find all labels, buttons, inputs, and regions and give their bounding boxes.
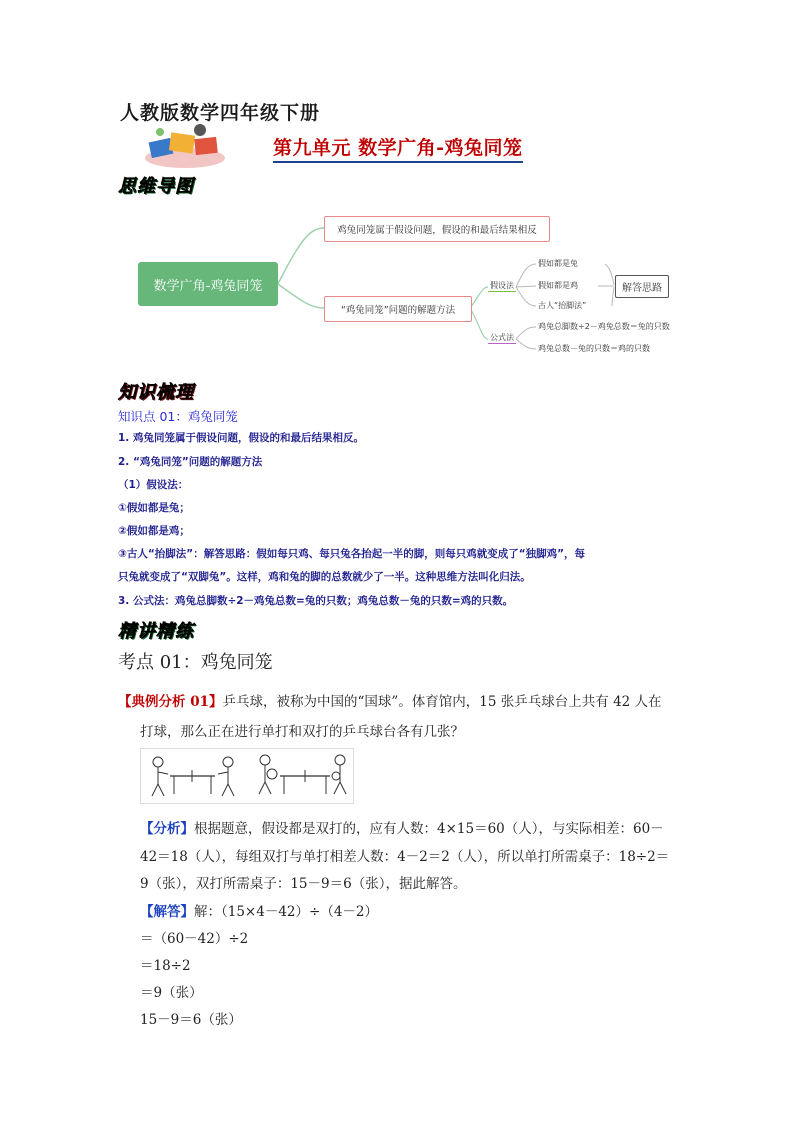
knowledge-point-title: 知识点 01：鸡兔同笼 xyxy=(118,409,238,424)
section-head-practice: 精讲精练 xyxy=(118,621,194,642)
answer-line-1: 【解答】解：（15×4－42）÷（4－2） xyxy=(140,904,378,920)
knowledge-line: （1）假设法： xyxy=(118,479,189,491)
example-label: 【典例分析 01】 xyxy=(118,694,223,710)
knowledge-line: 只兔就变成了“双脚兔”。这样，鸡和兔的脚的总数就少了一半。这种思维方法叫化归法。 xyxy=(118,571,531,583)
mind-map-formula-1: 鸡兔总脚数÷2－鸡兔总数＝兔的只数 xyxy=(538,322,670,331)
analysis-line-3: 9（张），双打所需桌子：15－9＝6（张），据此解答。 xyxy=(140,876,467,892)
mind-map-branch-1: 鸡兔同笼属于假设问题，假设的和最后结果相反 xyxy=(324,216,550,242)
mind-map-method-formula: 公式法 xyxy=(490,333,514,342)
exam-point-title: 考点 01：鸡兔同笼 xyxy=(118,652,273,673)
mind-map-method-assume: 假设法 xyxy=(490,281,514,290)
answer-step: ＝9（张） xyxy=(140,985,203,1001)
mind-map-solve-box: 解答思路 xyxy=(615,275,669,298)
mind-map-formula-2: 鸡兔总数－兔的只数＝鸡的只数 xyxy=(538,344,650,353)
section-head-mind-map: 思维导图 xyxy=(118,176,194,197)
knowledge-line: 3. 公式法：鸡兔总脚数÷2－鸡兔总数=兔的只数；鸡兔总数－兔的只数=鸡的只数。 xyxy=(118,595,514,607)
answer-step: 15－9＝6（张） xyxy=(140,1012,242,1028)
section-head-knowledge: 知识梳理 xyxy=(118,382,194,403)
answer-step: ＝18÷2 xyxy=(140,958,191,974)
mind-map-branch-2: “鸡兔同笼”问题的解题方法 xyxy=(324,296,472,322)
unit-title: 第九单元 数学广角-鸡兔同笼 xyxy=(273,133,523,163)
knowledge-line: ①假如都是兔； xyxy=(118,502,190,514)
answer-label: 【解答】 xyxy=(140,904,194,920)
knowledge-line: ②假如都是鸡； xyxy=(118,525,190,537)
mind-map-assume-ancient: 古人“抬脚法” xyxy=(538,301,587,310)
answer-step: ＝（60－42）÷2 xyxy=(140,931,249,947)
knowledge-line: 1. 鸡兔同笼属于假设问题，假设的和最后结果相反。 xyxy=(118,432,364,444)
mind-map-root: 数学广角-鸡兔同笼 xyxy=(138,262,278,306)
grade-title: 人教版数学四年级下册 xyxy=(120,102,321,124)
analysis-line-1: 【分析】根据题意，假设都是双打的，应有人数：4×15＝60（人），与实际相差：60－ xyxy=(140,821,664,837)
ping-pong-illustration xyxy=(140,748,354,804)
knowledge-line: ③古人“抬脚法”：解答思路：假如每只鸡、每只兔各抬起一半的脚，则每只鸡就变成了“独脚鸡”，每 xyxy=(118,548,585,560)
analysis-label: 【分析】 xyxy=(140,821,194,837)
mind-map-assume-rabbit: 假如都是兔 xyxy=(538,259,578,268)
knowledge-line: 2. “鸡兔同笼”问题的解题方法 xyxy=(118,456,263,468)
analysis-line-2: 42＝18（人），每组双打与单打相差人数：4－2＝2（人），所以单打所需桌子：18÷2＝ xyxy=(140,849,670,865)
mind-map-assume-chicken: 假如都是鸡 xyxy=(538,281,578,290)
example-line-2: 打球，那么正在进行单打和双打的乒乓球台各有几张？ xyxy=(140,724,464,740)
example-line-1: 【典例分析 01】乒乓球，被称为中国的“国球”。体育馆内，15 张乒乓球台上共有 42 人在 xyxy=(118,694,662,710)
